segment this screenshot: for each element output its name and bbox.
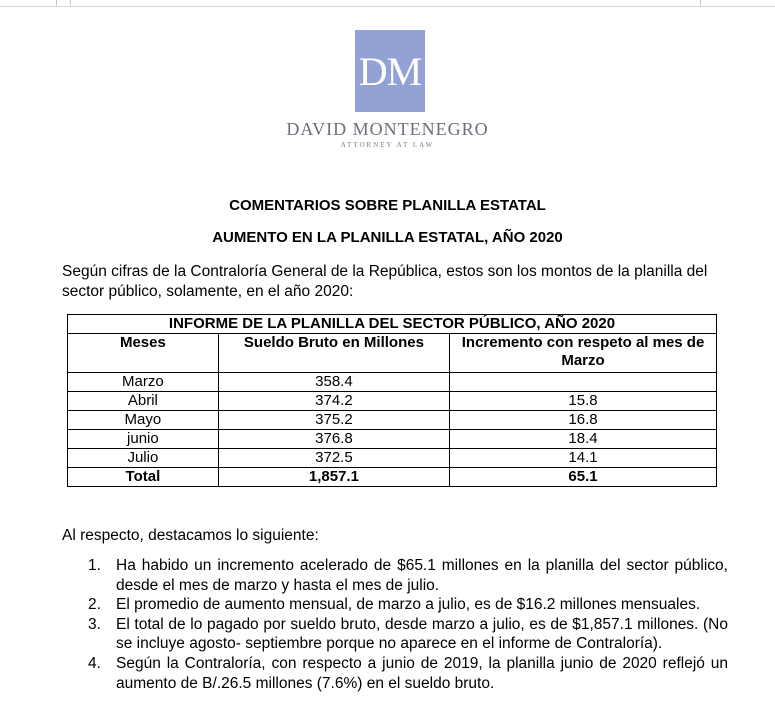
list-number: 2.: [88, 596, 101, 614]
cell-incremento: 18.4: [450, 430, 717, 449]
cell-total-incremento: 65.1: [450, 468, 717, 487]
document-heading: COMENTARIOS SOBRE PLANILLA ESTATAL: [229, 197, 546, 214]
ruler-tick: [56, 0, 57, 6]
lead-paragraph: Al respecto, destacamos lo siguiente:: [62, 527, 319, 544]
table-row: [68, 430, 717, 449]
column-header-sueldo: Sueldo Bruto en Millones: [218, 334, 449, 373]
column-header-meses: Meses: [68, 334, 219, 373]
cell-sueldo: 375.2: [218, 411, 449, 430]
cell-incremento: 15.8: [450, 392, 717, 411]
list-item: [62, 556, 728, 595]
cell-sueldo: 376.8: [218, 430, 449, 449]
list-item: [62, 654, 728, 693]
cell-sueldo: 372.5: [218, 449, 449, 468]
cell-incremento: 14.1: [450, 449, 717, 468]
cell-mes: Marzo: [68, 373, 219, 392]
cell-mes: Abril: [68, 392, 219, 411]
list-item: [62, 595, 728, 615]
cell-total-sueldo: 1,857.1: [218, 468, 449, 487]
cell-sueldo: 374.2: [218, 392, 449, 411]
firm-subtitle: ATTORNEY AT LAW: [340, 141, 435, 149]
cell-mes: Julio: [68, 449, 219, 468]
cell-mes: junio: [68, 430, 219, 449]
list-text: El total de lo pagado por sueldo bruto, desde marzo a julio, es de $1,857.1 millones. (No se incluye agosto- septiembre porque no aparece en el informe de Contraloría).: [116, 615, 728, 653]
list-number: 1.: [88, 557, 101, 574]
ruler-tick: [70, 0, 71, 6]
table-row: [68, 392, 717, 411]
cell-mes: Mayo: [68, 411, 219, 430]
ruler-tick: [700, 0, 701, 6]
table-title: INFORME DE LA PLANILLA DEL SECTOR PÚBLICO, AÑO 2020: [68, 315, 717, 334]
list-number: 4.: [88, 654, 101, 672]
table-row: [68, 373, 717, 392]
firm-name: DAVID MONTENEGRO: [286, 119, 489, 139]
cell-incremento: 16.8: [450, 411, 717, 430]
table-row: [68, 449, 717, 468]
list-text: El promedio de aumento mensual, de marzo a julio, es de $16.2 millones mensuales.: [116, 596, 701, 614]
column-header-incremento: Incremento con respeto al mes de Marzo: [450, 334, 717, 373]
table-total-row: [68, 468, 717, 487]
ruler-strip: [0, 0, 775, 7]
cell-total-label: Total: [68, 468, 219, 487]
logo-monogram: DM: [358, 48, 422, 94]
list-item: [62, 615, 728, 654]
list-text: Según la Contraloría, con respecto a junio de 2019, la planilla junio de 2020 reflejó un aumento de B/.26.5 millones (7.6%) en el sueldo bruto.: [116, 654, 728, 692]
findings-list: [62, 556, 728, 693]
document-subheading: AUMENTO EN LA PLANILLA ESTATAL, AÑO 2020: [212, 229, 563, 246]
list-text: Ha habido un incremento acelerado de $65.1 millones en la planilla del sector público, desde el mes de marzo y hasta el mes de julio.: [116, 557, 728, 594]
cell-incremento: [450, 373, 717, 392]
payroll-table: [67, 314, 717, 487]
cell-sueldo: 358.4: [218, 373, 449, 392]
list-number: 3.: [88, 615, 101, 633]
intro-paragraph: Según cifras de la Contraloría General de la República, estos son los montos de la planilla del sector público, solamente, en el año 2020:: [62, 263, 708, 300]
table-row: [68, 411, 717, 430]
table-header-row: [68, 334, 717, 373]
firm-logo: [355, 30, 425, 112]
